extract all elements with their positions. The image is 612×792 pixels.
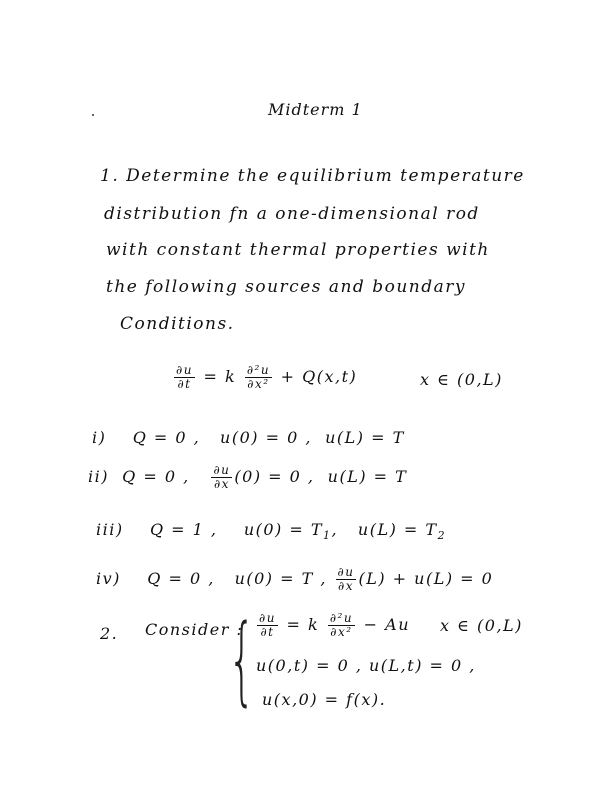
numerator: ∂u: [337, 565, 355, 579]
source-value: Q = 1 ,: [149, 520, 218, 539]
denominator: ∂x²: [330, 625, 353, 639]
source-value: Q = 0 ,: [132, 428, 201, 447]
problem2-boundary-conditions: u(0,t) = 0 , u(L,t) = 0 ,: [256, 656, 476, 675]
case-i: [92, 428, 405, 447]
problem2-pde: [255, 612, 410, 639]
stray-dot: [92, 114, 94, 116]
page-title: Midterm 1: [268, 100, 363, 119]
time-derivative: [257, 612, 278, 639]
numerator: ∂u: [176, 363, 193, 377]
problem2-initial-condition: u(x,0) = f(x).: [262, 690, 387, 709]
left-bc: (0) = 0 ,: [234, 467, 315, 486]
system-brace: {: [228, 604, 256, 716]
problem1-line: the following sources and boundary: [106, 277, 466, 297]
decay-term: − Au: [363, 615, 411, 634]
left-bc: u(0) = T ,: [234, 569, 327, 588]
equals-k: = k: [203, 367, 237, 386]
problem2-domain: x ∈ (0,L): [440, 616, 523, 635]
right-bc: u(L) = T: [325, 428, 405, 447]
pde-equation: [172, 364, 357, 391]
second-derivative: [328, 612, 355, 639]
numerator: ∂u: [213, 463, 231, 477]
domain: x ∈ (0,L): [420, 370, 503, 389]
space-derivative: [211, 464, 232, 491]
right-bc: (L) + u(L) = 0: [358, 569, 494, 588]
subscript: 2: [437, 529, 447, 543]
case-label: ii): [88, 467, 109, 486]
source-term: + Q(x,t): [280, 367, 358, 386]
separator: ,: [331, 520, 339, 539]
case-label: i): [92, 428, 107, 447]
second-derivative: [245, 364, 272, 391]
space-derivative: [336, 566, 357, 593]
numerator: ∂u: [259, 611, 276, 625]
denominator: ∂t: [260, 625, 275, 639]
right-bc: u(L) = T: [327, 467, 408, 486]
denominator: ∂x: [213, 477, 230, 491]
case-iv: [96, 566, 493, 593]
subscript: 1: [323, 529, 332, 543]
left-bc: u(0) = 0 ,: [220, 428, 312, 447]
problem1-line: distribution fn a one-dimensional rod: [104, 204, 480, 224]
problem2-consider: Consider :: [145, 620, 244, 639]
case-label: iv): [96, 569, 121, 588]
right-bc: u(L) = T: [357, 520, 438, 539]
problem1-line: with constant thermal properties with: [106, 240, 490, 260]
denominator: ∂x: [338, 579, 354, 593]
problem1-line: Conditions.: [120, 314, 235, 334]
source-value: Q = 0 ,: [147, 569, 215, 588]
source-value: Q = 0 ,: [122, 467, 190, 486]
case-ii: [88, 464, 407, 491]
left-bc: u(0) = T: [243, 520, 324, 539]
case-iii: [96, 520, 446, 542]
numerator: ∂²u: [329, 611, 354, 625]
numerator: ∂²u: [246, 363, 271, 377]
equals-k: = k: [286, 615, 320, 634]
denominator: ∂t: [177, 377, 192, 391]
time-derivative: [174, 364, 195, 391]
case-label: iii): [96, 520, 124, 539]
problem2-label: 2.: [100, 624, 119, 643]
denominator: ∂x²: [247, 377, 270, 391]
problem1-line: 1. Determine the equilibrium temperature: [100, 166, 525, 186]
